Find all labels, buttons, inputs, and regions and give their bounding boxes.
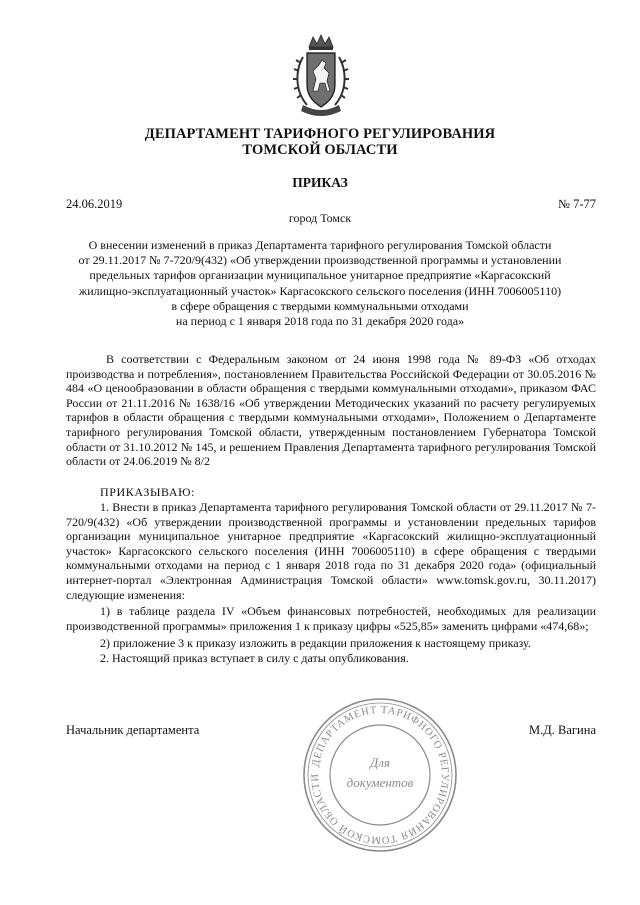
document-city: город Томск [288, 211, 352, 225]
order-word: ПРИКАЗЫВАЮ: [100, 485, 196, 499]
order-subitem-2: 2) приложение 3 к приказу изложить в редакции приложения к настоящему приказу. [100, 636, 531, 651]
signatory-name: М.Д. Вагина [529, 723, 596, 737]
subject-line: О внесении изменений в приказ Департамента тарифного регулирования Томской области [88, 238, 552, 252]
subject-line: жилищно-эксплуатационный участок» Каргасокского сельского поселения (ИНН 7006005110) [78, 283, 562, 298]
document-date: 24.06.2019 [66, 197, 123, 211]
order-items [66, 500, 596, 666]
preamble-paragraph: В соответствии с Федеральным законом от 24 июня 1998 года № 89-ФЗ «Об отходах производства и потребления», постановлением Правительства Российской Федерации от 30.05.2016 № 484 «О ценообразовании в области обращения с твердыми коммунальными отходами», приказом ФАС России от 21.11.2016 № 1638/16 «Об утверждении Методических указаний по расчету регулируемых тарифов в области обращения с твердыми коммунальными отходами», Положением о Департаменте тарифного регулирования Томской области, утвержденным постановлением Губернатора Томской области от 31.10.2012 № 145, и решением Правления Департамента тарифного регулирования Томской области от 24.06.2019 № 8/2 [66, 352, 596, 469]
subject-line: от 29.11.2017 № 7-720/9(432) «Об утверждении производственной программы и установлении [78, 253, 562, 268]
stamp-ring-text: ДЕПАРТАМЕНТ ТАРИФНОГО РЕГУЛИРОВАНИЯ ТОМСКОЙ ОБЛАСТИ [309, 704, 451, 846]
tomsk-coat-of-arms-icon [289, 33, 353, 119]
order-item-1: 1. Внести в приказ Департамента тарифного регулирования Томской области от 29.11.2017 № 7-720/9(432) «Об утверждении производственной программы и установлении предельных тарифов организации муниципальное унитарное предприятие «Каргасокский жилищно-эксплуатационный участок» Каргасокского сельского поселения (ИНН 7006005110) в сфере обращения с твердыми коммунальными отходами на период с 1 января 2018 года по 31 декабря 2020 года» (официальный интернет-портал «Электронная Администрация Томской области» www.tomsk.gov.ru, 30.11.2017) следующие изменения: [66, 500, 596, 602]
order-subitem-1: 1) в таблице раздела IV «Объем финансовых потребностей, необходимых для реализации производственной программы» приложения 1 к приказу цифры «525,85» заменить цифрами «474,68»; [66, 604, 596, 633]
preamble-block [66, 352, 596, 469]
stamp-center-line1: Для [370, 755, 390, 770]
stamp-center-line2: документов [346, 775, 414, 790]
subject-line: в сфере обращения с твердыми коммунальными отходами [171, 298, 469, 313]
document-subject [40, 238, 600, 329]
department-title-line2: ТОМСКОЙ ОБЛАСТИ [242, 142, 398, 158]
document-type: ПРИКАЗ [292, 175, 348, 190]
document-number: № 7-77 [558, 197, 596, 211]
official-stamp [300, 695, 460, 855]
department-title-line1: ДЕПАРТАМЕНТ ТАРИФНОГО РЕГУЛИРОВАНИЯ [144, 126, 496, 142]
subject-line: на период с 1 января 2018 года по 31 декабря 2020 года» [175, 314, 465, 329]
signatory-position: Начальник департамента [66, 723, 200, 737]
subject-line: предельных тарифов организации муниципальное унитарное предприятие «Каргасокский [89, 268, 551, 283]
order-item-2: 2. Настоящий приказ вступает в силу с даты опубликования. [100, 650, 409, 665]
